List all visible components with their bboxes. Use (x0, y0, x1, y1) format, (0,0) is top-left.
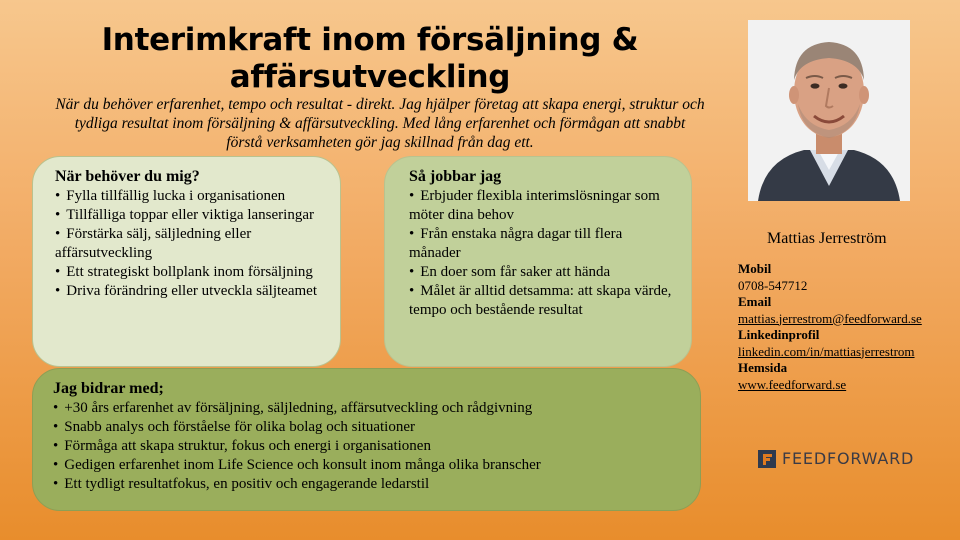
feedforward-logo (758, 449, 914, 468)
website-label: Hemsida (738, 360, 788, 375)
person-name: Mattias Jerreström (767, 230, 887, 247)
how-list (409, 187, 677, 320)
list-item: • Förmåga att skapa struktur, fokus och energi i organisationen (53, 437, 686, 456)
list-item: • Driva förändring eller utveckla säljteamet (55, 282, 326, 301)
portrait-photo (748, 20, 910, 201)
mobile-label: Mobil (738, 261, 772, 276)
list-item: • +30 års erfarenhet av försäljning, säljledning, affärsutveckling och rådgivning (53, 399, 686, 418)
contrib-list (53, 399, 686, 494)
list-item: • En doer som får saker att hända (409, 263, 677, 282)
list-item: • Förstärka sälj, säljledning eller affärsutveckling (55, 225, 326, 263)
list-item: • Ett strategiskt bollplank inom försäljning (55, 263, 326, 282)
website-link[interactable]: www.feedforward.se (738, 376, 847, 392)
list-item: • Från enstaka några dagar till flera månader (409, 225, 677, 263)
feedforward-logo-icon (758, 450, 776, 468)
list-item: • Snabb analys och förståelse för olika bolag och situationer (53, 418, 686, 437)
email-label: Email (738, 294, 772, 309)
list-item: • Gedigen erfarenhet inom Life Science och konsult inom många olika branscher (53, 456, 686, 475)
contact-block (738, 261, 922, 393)
logo-text: FEEDFORWARD (782, 449, 915, 468)
contrib-panel (32, 368, 701, 511)
how-heading: Så jobbar jag (409, 168, 502, 185)
linkedin-link[interactable]: linkedin.com/in/mattiasjerrestrom (738, 343, 915, 359)
list-item: • Tillfälliga toppar eller viktiga lanseringar (55, 206, 326, 225)
portrait-illustration (748, 20, 910, 201)
linkedin-label: Linkedinprofil (738, 327, 820, 342)
intro-text: När du behöver erfarenhet, tempo och resultat - direkt. Jag hjälper företag att skapa energi, struktur och tydliga resultat inom försäljning & affärsutveckling. Med lång erfarenhet och förmågan att snabbt förstå verksamheten gör jag skillnad från dag ett. (55, 96, 705, 151)
contrib-heading: Jag bidrar med; (53, 380, 164, 397)
how-panel (384, 156, 692, 367)
when-panel (32, 156, 341, 367)
list-item: • Erbjuder flexibla interimslösningar som möter dina behov (409, 187, 677, 225)
when-heading: När behöver du mig? (55, 168, 200, 185)
page-title: Interimkraft inom försäljning & affärsutveckling (101, 22, 639, 95)
email-link[interactable]: mattias.jerrestrom@feedforward.se (738, 310, 922, 326)
list-item: • Fylla tillfällig lucka i organisationen (55, 187, 326, 206)
mobile-number: 0708-547712 (738, 277, 808, 293)
list-item: • Ett tydligt resultatfokus, en positiv och engagerande ledarstil (53, 475, 686, 494)
list-item: • Målet är alltid detsamma: att skapa värde, tempo och bestående resultat (409, 282, 677, 320)
when-list (55, 187, 326, 301)
